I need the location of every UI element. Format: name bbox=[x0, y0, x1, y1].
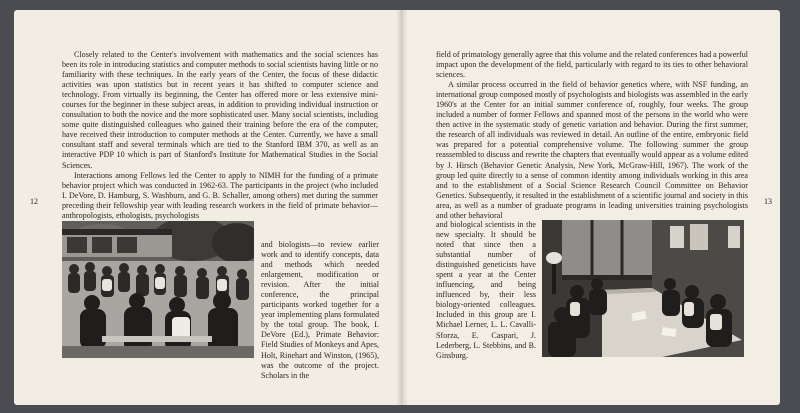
book-gutter bbox=[396, 10, 408, 405]
right-page-text bbox=[436, 50, 748, 221]
paragraph: Closely related to the Center's involvement with mathematics and the social sciences has been its role in introducing statistics and computer methods to social scientists having little or no familiarity with these techniques. In the early years of the Center, the focus of these didactic activities was upon statistics but in recent years it has shifted to computer science and technology. From virtually its beginning, the Center has offered more or less extensive mini-courses for the beginner in these subject areas, in addition to providing individual instruction or consultation to both the novice and the more sophisticated user. Many social scientists, including some quite distinguished colleagues who gained their training before the era of the computer, have received their introduction to computer methods at the Center. Currently, we have a small consultant staff and several terminals which are tied to the Stanford IBM 370, as well as an interactive PDP 10 which is part of Stanford's Institute for Mathematical Studies in the Social Sciences. bbox=[62, 50, 378, 170]
right-column-text bbox=[436, 220, 536, 361]
page-number-right: 13 bbox=[764, 197, 772, 206]
photo-outdoor-gathering bbox=[62, 221, 254, 358]
photo-conference-meeting bbox=[542, 220, 744, 357]
paragraph: field of primatology generally agree that this volume and the related conferences had a powerful impact upon the development of the field, particularly with regard to its ties to other behavioral sciences. bbox=[436, 50, 748, 80]
left-column-text bbox=[261, 240, 379, 381]
paragraph: and biologists—to review earlier work and to identify concepts, data and methods which needed enlargement, modification or revision. After the initial conference, the principal participants worked together for a year implementing plans formulated by the total group. The book, I. DeVore (Ed.), Primate Behavior: Field Studies of Monkeys and Apes, Holt, Rinehart and Winston, (1965), was the outcome of the project. Scholars in the bbox=[261, 240, 379, 380]
paragraph: Interactions among Fellows led the Center to apply to NIMH for the funding of a primate behavior project which was conducted in 1962-63. The participants in the project (who included I. DeVore, D. Hamburg, S. Washburn, and G. B. Schaller, among others) met during the summer preceding their fellowship year with leading research workers in the field of primate behavior—anthropologists, ethologists, psychologists bbox=[62, 170, 378, 220]
paragraph: A similar process occurred in the field of behavior genetics where, with NSF funding, an international group composed mostly of psychologists and biologists was assembled in the early 1960's at the Center for an initial summer conference of, roughly, four weeks. The group included a number of former Fellows and spanned most of the persons in the world who were then active in the systematic study of genetic variation and behavior. During the first summer, the research of all individuals was reviewed in detail. An outline of the entire, embryonic field was prepared for a potential comprehensive volume. The following summer the group reassembled to discuss and rewrite the chapters that eventually would appear as a volume edited by J. Hirsch (Behavior Genetic Analysis, New York, McGraw-Hill, 1967). The work of the group led quite directly to a sense of common identity among individuals working in this area and to the establishment of a Social Science Research Council Committee on Behavior Genetics. Subsequently, it resulted in the establishment of a scientific journal and society in this area, as well as a number of graduate programs in leading universities training psychologists and other behavioral bbox=[436, 80, 748, 220]
paragraph: and biological scientists in the new specialty. It should be noted that since then a substantial number of distinguished geneticists have spent a year at the Center influencing, and being influenced by, their less biology-oriented colleagues. Included in this group are I. Michael Lerner, L. L. Cavalli-Sforza, E. Caspari, J. Lederberg, L. Stebbins, and B. Ginsburg. bbox=[436, 220, 536, 360]
left-page-text bbox=[62, 50, 378, 221]
page-number-left: 12 bbox=[30, 197, 38, 206]
